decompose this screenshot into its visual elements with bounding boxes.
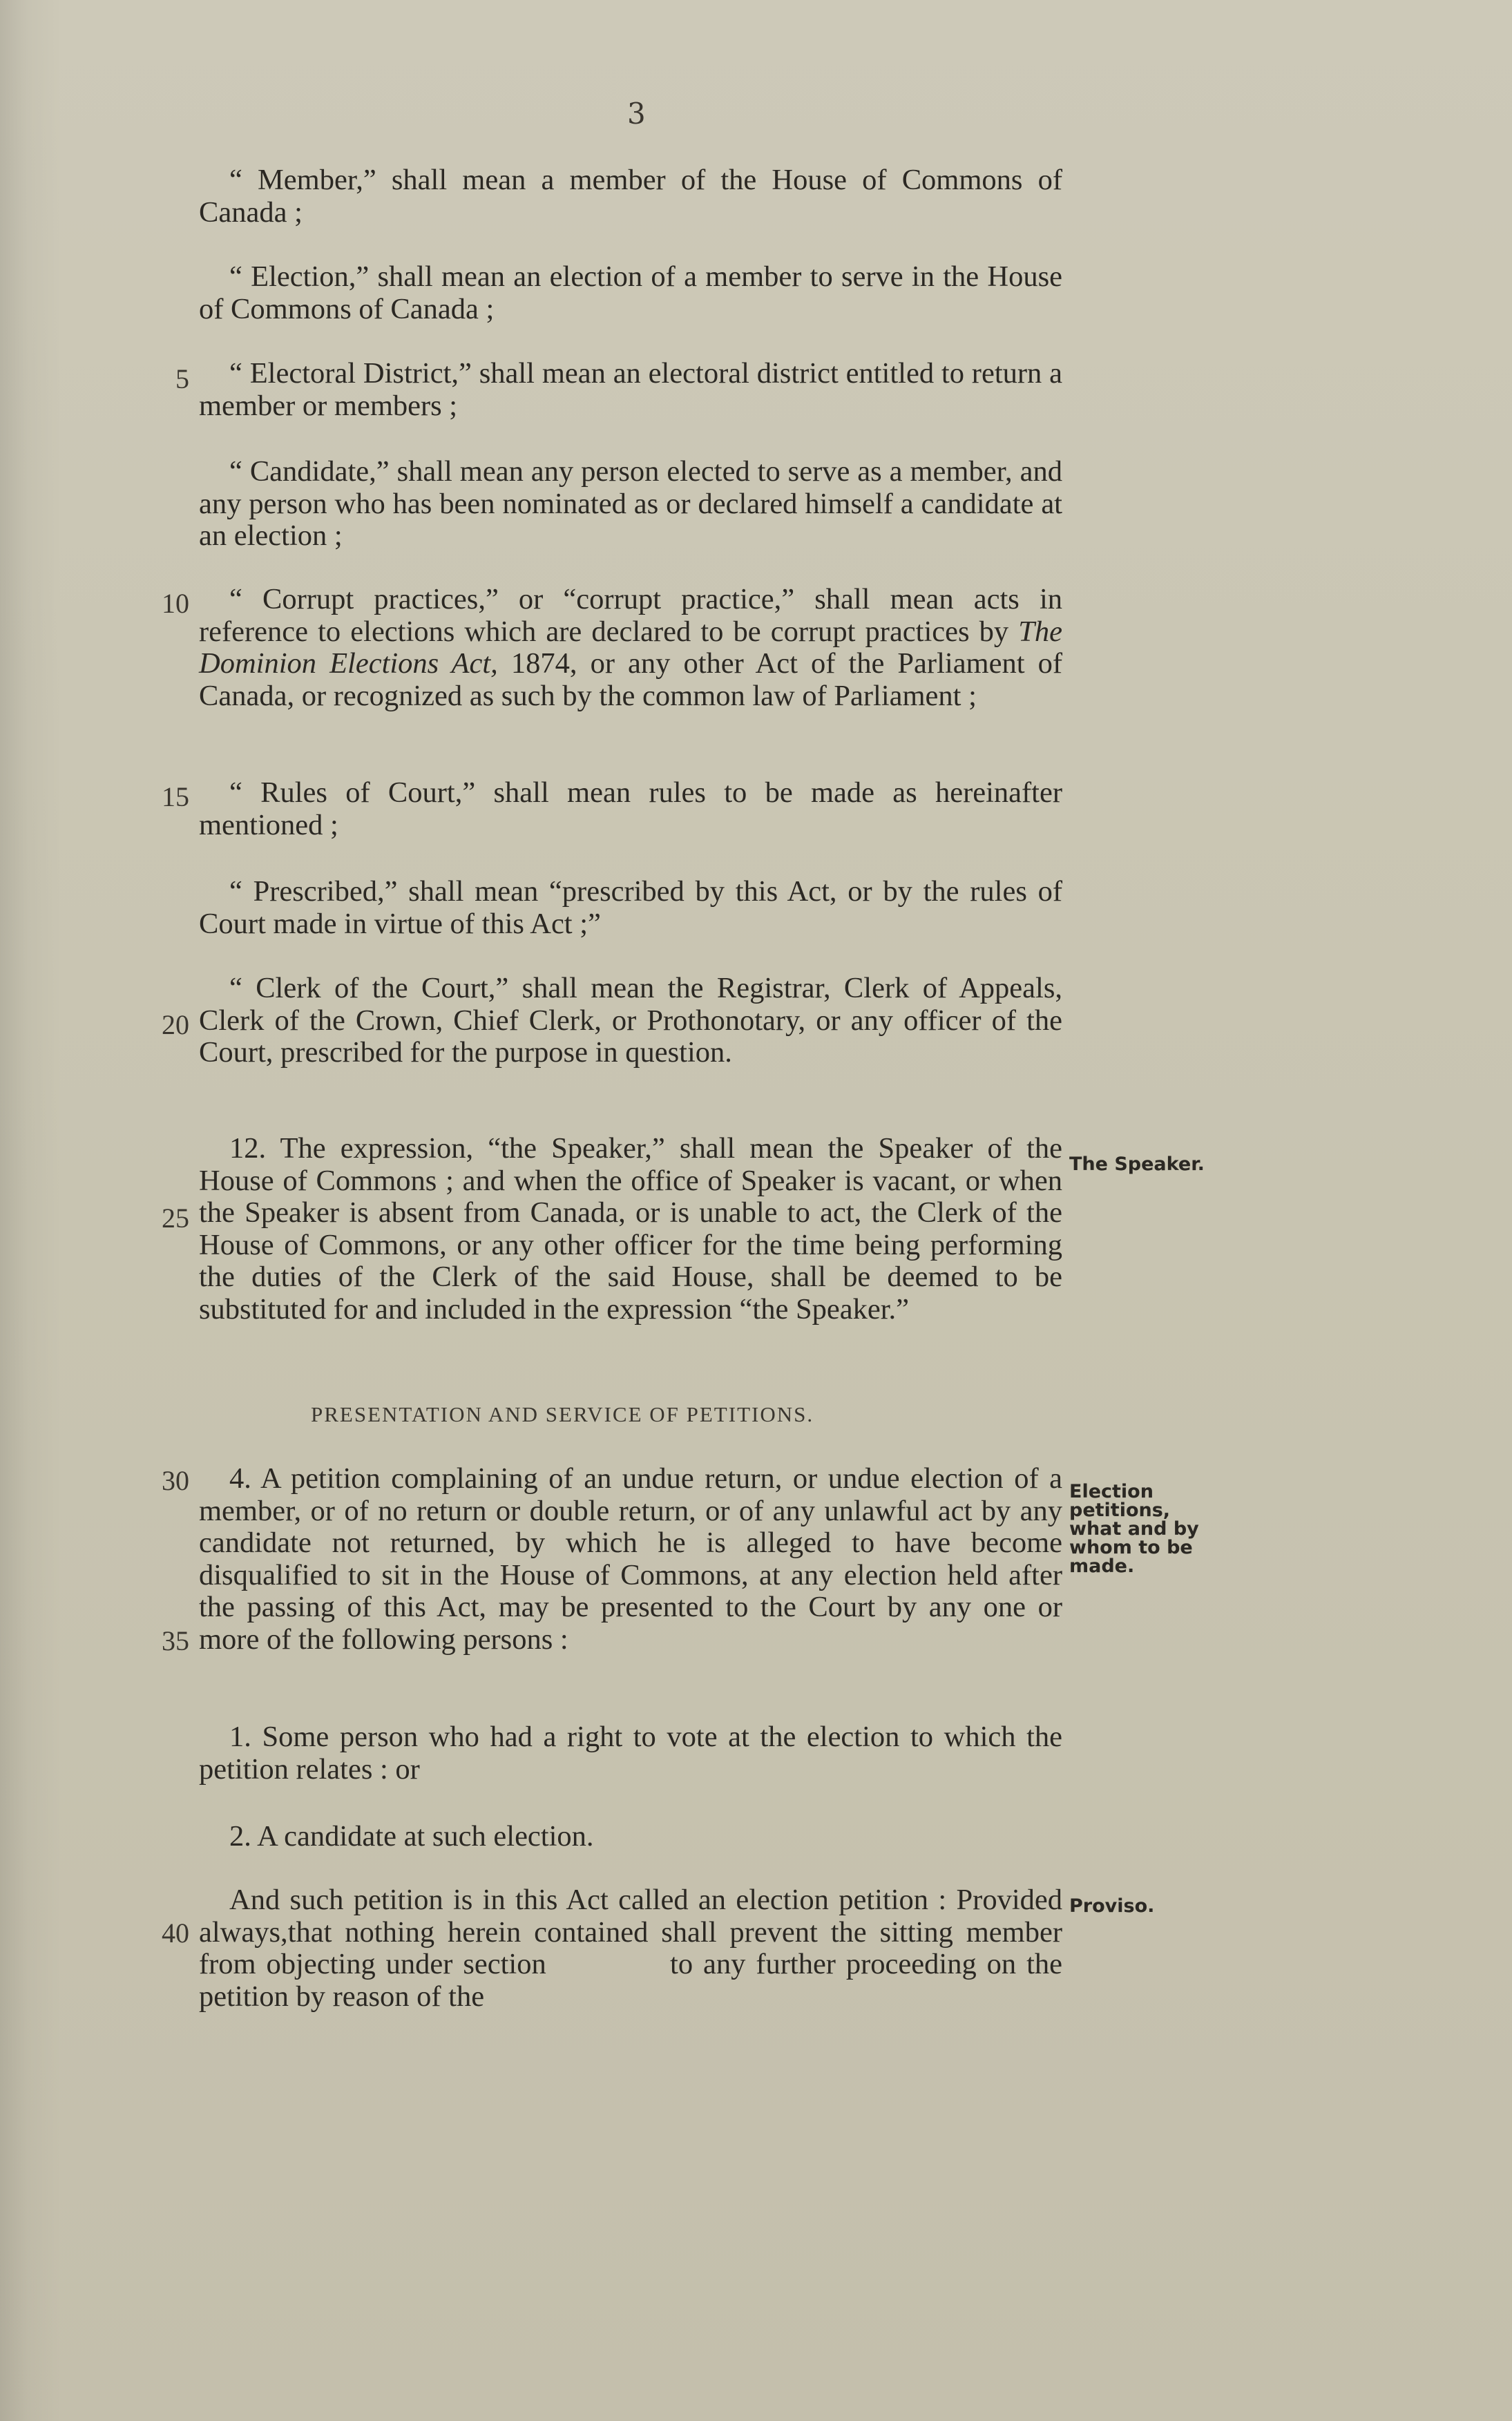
page-number: 3 <box>627 97 646 131</box>
margin-note-election-line-4: whom to be <box>1069 1537 1193 1558</box>
corrupt-practices-text-b: 1874, or any other Act of the Parliament of Canada, or recognized as such by the common law of Parliament ; <box>199 647 1063 712</box>
margin-note-election-line-3: what and by <box>1069 1518 1199 1540</box>
margin-note-election-petitions <box>1069 1482 1199 1576</box>
line-number-20: 20 <box>162 1009 189 1040</box>
definition-rules-of-court: “ Rules of Court,” shall mean rules to be made as hereinafter mentioned ; <box>199 776 1062 841</box>
margin-note-proviso: Proviso. <box>1069 1895 1155 1917</box>
definition-candidate: “ Candidate,” shall mean any person elected to serve as a member, and any person who has been nominated as or declared himself a candidate at an election ; <box>199 455 1062 552</box>
line-number-15: 15 <box>162 781 189 812</box>
line-number-30: 30 <box>162 1465 189 1496</box>
line-number-5: 5 <box>175 363 189 394</box>
section-12-speaker: 12. The expression, “the Speaker,” shall mean the Speaker of the House of Commons ; and when the office of Speaker is vacant, or when the Speaker is absent from Canada, or is unable to act, the Clerk of the House of Commons, or any other officer for the time being performing the duties of the Clerk of the said House, shall be deemed to be substituted for and included in the expression “the Speaker.” <box>199 1132 1062 1326</box>
definition-clerk-of-court: “ Clerk of the Court,” shall mean the Registrar, Clerk of Appeals, Clerk of the Crown, Chief Clerk, or Prothonotary, or any officer of the Court, prescribed for the purpose in question. <box>199 972 1062 1069</box>
line-number-35: 35 <box>162 1625 189 1656</box>
definition-election: “ Election,” shall mean an election of a member to serve in the House of Commons of Canada ; <box>199 260 1062 325</box>
section-4-petitions: 4. A petition complaining of an undue return, or undue election of a member, or of no return or double return, or of any unlawful act by any candidate not returned, by which he is alleged to have become disqualified to sit in the House of Commons, at any election held after the passing of this Act, may be presented to the Court by any one or more of the following persons : <box>199 1462 1062 1656</box>
item-2-candidate: 2. A candidate at such election. <box>229 1820 594 1853</box>
margin-note-election-line-5: made. <box>1069 1556 1135 1577</box>
margin-note-election-line-2: petitions, <box>1069 1500 1171 1521</box>
proviso-paragraph: And such petition is in this Act called an election petition : Provided always,that nothing herein contained shall prevent the sitting member from objecting under section to any further proceeding on the petition by reason of the <box>199 1884 1070 2013</box>
line-number-10: 10 <box>162 588 189 619</box>
definition-corrupt-practices <box>199 584 1062 712</box>
margin-note-speaker: The Speaker. <box>1069 1154 1205 1175</box>
definition-electoral-district: “ Electoral District,” shall mean an electoral district entitled to return a member or members ; <box>199 357 1062 422</box>
corrupt-practices-text-a: “ Corrupt practices,” or “corrupt practice,” shall mean acts in reference to elections which are declared to be corrupt practices by <box>199 583 1062 648</box>
line-number-25: 25 <box>162 1203 189 1234</box>
section-heading: PRESENTATION AND SERVICE OF PETITIONS. <box>311 1402 814 1426</box>
line-number-40: 40 <box>162 1917 189 1949</box>
definition-prescribed: “ Prescribed,” shall mean “prescribed by this Act, or by the rules of Court made in virtue of this Act ;” <box>199 875 1062 940</box>
margin-note-election-line-1: Election <box>1069 1481 1154 1502</box>
definition-member: “ Member,” shall mean a member of the House of Commons of Canada ; <box>199 164 1062 229</box>
item-1-voter: 1. Some person who had a right to vote at the election to which the petition relates : or <box>199 1721 1062 1786</box>
dominion-elections-act: The Dominion Elections Act, <box>199 615 1062 680</box>
